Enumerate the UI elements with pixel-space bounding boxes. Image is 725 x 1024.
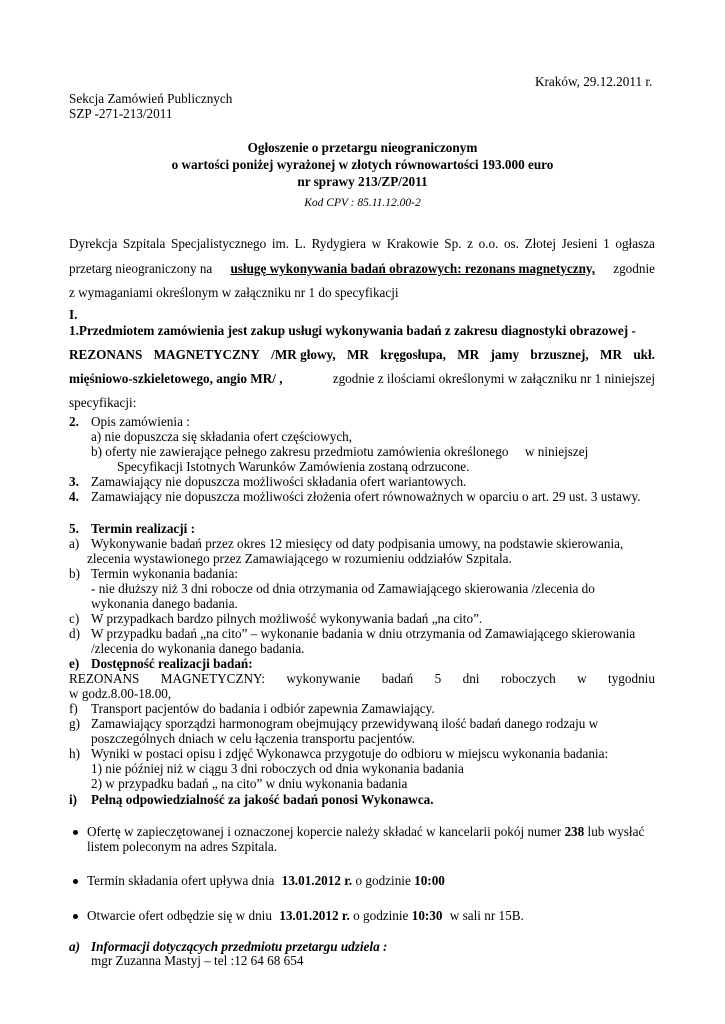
bullet-3-mid: o godzinie	[353, 908, 409, 923]
section-i-word: kręgosłupa,	[380, 347, 446, 362]
item-2-a: a) nie dopuszcza się składania ofert częściowych,	[91, 429, 353, 444]
letter-f: f)	[69, 701, 78, 716]
item-5-c: W przypadkach bardzo pilnych możliwość wykonywania badań „na cito”.	[91, 611, 483, 626]
item-4-number: 4.	[69, 489, 79, 504]
item-5-d-line-2: /zlecenia do wykonania danego badania.	[91, 641, 305, 656]
intro-line-1	[69, 236, 655, 251]
letter-e: e)	[69, 656, 80, 671]
case-number: nr sprawy 213/ZP/2011	[297, 174, 428, 189]
contact-person: mgr Zuzanna Mastyj – tel :12 64 68 654	[91, 953, 304, 968]
letter-g: g)	[69, 716, 80, 731]
bullet-1-tail: lub wysłać	[587, 824, 645, 839]
contact-letter: a)	[69, 939, 80, 954]
availability-word: REZONANS	[69, 671, 140, 686]
item-3-number: 3.	[69, 474, 79, 489]
availability-word: 5	[434, 671, 442, 686]
section-i-line-4: specyfikacji:	[69, 395, 137, 410]
intro-word: 1	[603, 236, 610, 251]
intro-word: Krakowie	[386, 236, 439, 251]
intro-word: Dyrekcja	[69, 236, 118, 251]
intro-word: z	[467, 236, 473, 251]
letter-c: c)	[69, 611, 80, 626]
section-i-word: MR	[457, 347, 480, 362]
intro-word: Rydygiera	[311, 236, 366, 251]
section-i-bold: mięśniowo-szkieletowego, angio MR/ ,	[69, 371, 283, 386]
section-i-number: I.	[69, 307, 78, 322]
item-5-e-line-2: w godz.8.00-18.00,	[69, 686, 172, 701]
bullet-1-line-1	[87, 824, 644, 839]
opening-date: 13.01.2012 r.	[279, 908, 350, 923]
item-5-h-line-1: Wyniki w postaci opisu i zdjęć Wykonawca przygotuje do odbioru w miejscu wykonania badania:	[91, 746, 609, 761]
letter-a: a)	[69, 536, 80, 551]
section-i-word: jamy	[490, 347, 520, 362]
item-5-label: Termin realizacji :	[91, 521, 196, 536]
availability-word: w	[577, 671, 587, 686]
contact-label: Informacji dotyczących przedmiotu przetargu udziela :	[91, 939, 388, 954]
section-name: Sekcja Zamówień Publicznych	[69, 91, 233, 106]
section-i-word: MAGNETYCZNY	[153, 347, 260, 362]
availability-word: MAGNETYCZNY:	[160, 671, 266, 686]
availability-word: tygodniu	[608, 671, 655, 686]
item-5-f: Transport pacjentów do badania i odbiór zapewnia Zamawiający.	[91, 701, 435, 716]
section-i-word: /MR głowy,	[271, 347, 336, 362]
availability-word: badań	[381, 671, 414, 686]
item-5-b-line-3: wykonania danego badania.	[91, 596, 238, 611]
item-5-a-line-1: Wykonywanie badań przez okres 12 miesięcy od daty podpisania umowy, na podstawie skierowania,	[91, 536, 624, 551]
reference-number: SZP -271-213/2011	[69, 106, 173, 121]
intro-line-3: z wymaganiami określonym w załączniku nr 1 do specyfikacji	[69, 285, 399, 300]
item-2-label: Opis zamówienia :	[91, 414, 190, 429]
intro-word: Szpitala	[122, 236, 166, 251]
bullet-2	[87, 873, 445, 888]
room-number: 238	[564, 824, 585, 839]
section-i-line-1: 1.Przedmiotem zamówienia jest zakup usługi wykonywania badań z zakresu diagnostyki obrazowej -	[69, 323, 636, 338]
item-5-h-line-3: 2) w przypadku badań „ na cito” w dniu wykonania badania	[91, 776, 408, 791]
item-5-e-line-1	[69, 671, 655, 686]
letter-i: i)	[69, 792, 78, 807]
intro-text-tail: zgodnie	[613, 261, 655, 276]
place-date: Kraków, 29.12.2011 r.	[535, 74, 653, 89]
item-5-d-line-1: W przypadku badań „na cito” – wykonanie badania w dniu otrzymania od Zamawiającego skierowania	[91, 626, 636, 641]
submission-time: 10:00	[414, 873, 445, 888]
bullet-2-text: Termin składania ofert upływa dnia	[87, 873, 275, 888]
item-5-number: 5.	[69, 521, 79, 536]
section-i-word: MR	[346, 347, 369, 362]
availability-word: dni	[462, 671, 480, 686]
item-5-h-line-2: 1) nie później niż w ciągu 3 dni roboczych od dnia wykonania badania	[91, 761, 464, 776]
intro-word: Jesieni	[561, 236, 598, 251]
section-i-word: ukł.	[633, 347, 655, 362]
intro-word: L.	[294, 236, 306, 251]
bullet-dot	[73, 830, 78, 835]
intro-word: im.	[271, 236, 290, 251]
section-i-word: MR	[600, 347, 622, 362]
section-i-line-3	[69, 371, 655, 386]
intro-word: os.	[503, 236, 519, 251]
item-2-b-text: b) oferty nie zawierające pełnego zakresu przedmiotu zamówienia określonego w niniejszej	[91, 444, 589, 459]
bullet-2-mid: o godzinie	[355, 873, 411, 888]
bullet-3	[87, 908, 524, 923]
item-2-b-line-1	[91, 444, 655, 459]
bullet-3-tail: w sali nr 15B.	[449, 908, 524, 923]
section-i-rest: zgodnie z ilościami określonymi w załączniku nr 1 niniejszej	[332, 371, 655, 386]
intro-text: przetarg nieograniczony na	[69, 261, 213, 276]
item-5-a-line-2: zlecenia wystawionego przez Zamawiającego w rozumieniu oddziałów Szpitala.	[87, 551, 512, 566]
letter-h: h)	[69, 746, 80, 761]
availability-word: roboczych	[500, 671, 556, 686]
intro-word: w	[371, 236, 382, 251]
intro-word: Specjalistycznego	[171, 236, 267, 251]
item-5-g-line-2: poszczególnych dniach w celu łączenia transportu pacjentów.	[91, 731, 415, 746]
item-5-b-line-1: Termin wykonania badania:	[91, 566, 239, 581]
item-2-number: 2.	[69, 414, 79, 429]
intro-line-2	[69, 261, 655, 276]
intro-word: Sp.	[444, 236, 462, 251]
item-5-g-line-1: Zamawiający sporządzi harmonogram obejmujący przewidywaną ilość badań danego rodzaju w	[91, 716, 599, 731]
item-4-text: Zamawiający nie dopuszcza możliwości złożenia ofert równoważnych w oparciu o art. 29 ust. 3 ustawy.	[91, 489, 641, 504]
title-line-2: o wartości poniżej wyrażonej w złotych równowartości 193.000 euro	[171, 157, 554, 172]
section-i-line-2	[69, 347, 655, 362]
item-5-b-line-2: - nie dłuższy niż 3 dni robocze od dnia otrzymania od Zamawiającego skierowania /zlecenia do	[91, 581, 595, 596]
item-2-b-line-2: Specyfikacji Istotnych Warunków Zamówienia zostaną odrzucone.	[117, 459, 470, 474]
bullet-dot	[73, 914, 78, 919]
bullet-1-line-2: listem poleconym na adres Szpitala.	[87, 839, 278, 854]
intro-word: Złotej	[524, 236, 557, 251]
letter-d: d)	[69, 626, 80, 641]
cpv-code: Kod CPV : 85.11.12.00-2	[304, 197, 421, 209]
letter-b: b)	[69, 566, 80, 581]
opening-time: 10:30	[411, 908, 443, 923]
intro-word: o.o.	[478, 236, 499, 251]
submission-date: 13.01.2012 r.	[281, 873, 353, 888]
availability-word: wykonywanie	[286, 671, 361, 686]
section-i-word: REZONANS	[69, 347, 143, 362]
bullet-1-text: Ofertę w zapieczętowanej i oznaczonej kopercie należy składać w kancelarii pokój numer	[87, 824, 562, 839]
title-line-1: Ogłoszenie o przetargu nieograniczonym	[247, 140, 478, 155]
item-3-text: Zamawiający nie dopuszcza możliwości składania ofert wariantowych.	[91, 474, 467, 489]
bullet-3-text: Otwarcie ofert odbędzie się w dniu	[87, 908, 272, 923]
bullet-dot	[73, 879, 78, 884]
item-5-e-label: Dostępność realizacji badań:	[91, 656, 253, 671]
section-i-word: brzusznej,	[530, 347, 589, 362]
item-5-i: Pełną odpowiedzialność za jakość badań ponosi Wykonawca.	[91, 792, 434, 807]
service-name: usługę wykonywania badań obrazowych: rezonans magnetyczny,	[230, 261, 596, 276]
intro-word: ogłasza	[615, 236, 655, 251]
